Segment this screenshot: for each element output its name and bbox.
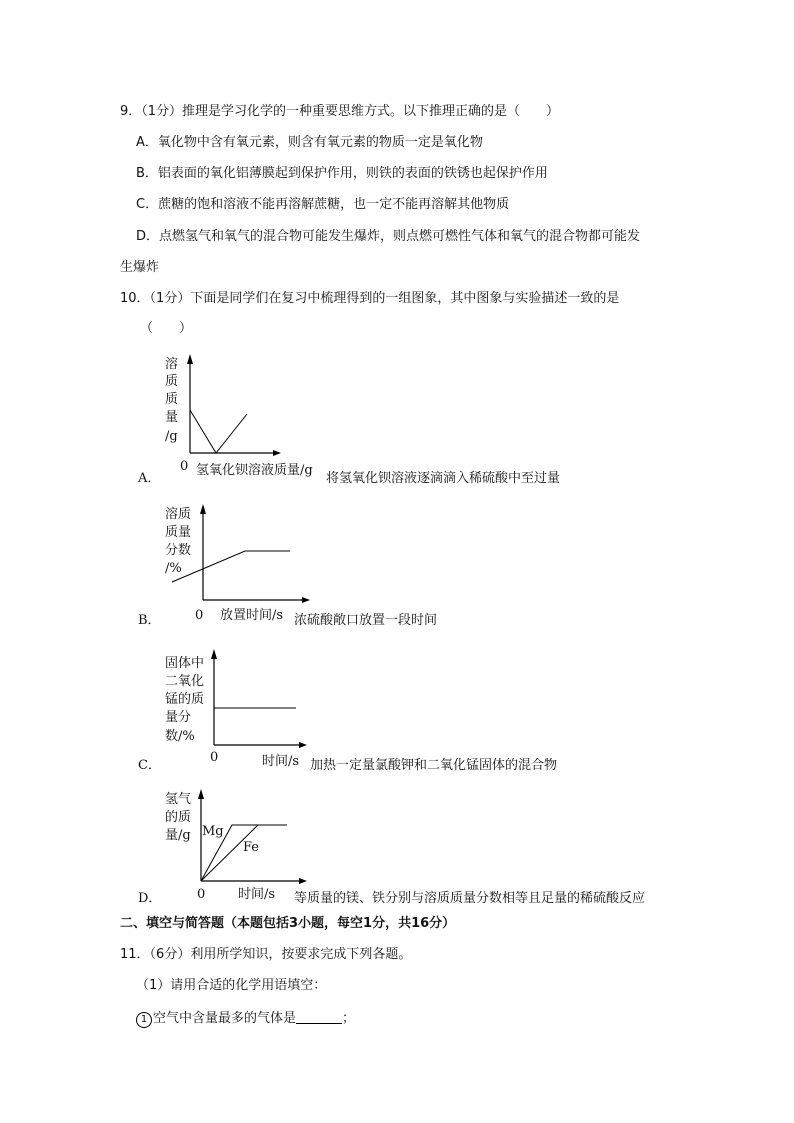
graph-c-ylabel-1: 固体中 [165,656,205,671]
q9-stem: 9．（1分）推理是学习化学的一种重要思维方式。以下推理正确的是（ ） [120,104,560,119]
q9-option-a: A．氧化物中含有氧元素，则含有氧元素的物质一定是氧化物 [136,135,483,150]
graph-b-desc: 浓硫酸敞口放置一段时间 [294,613,438,628]
q11-item1-end: ； [342,1011,356,1026]
graph-a-ylabel-4: 量 [165,410,179,425]
graph-d-y-arrow [198,789,204,799]
graph-a [130,350,590,490]
graph-c-ylabel-3: 锰的质 [165,692,205,707]
graph-a-ylabel-3: 质 [165,392,179,407]
graph-a-ylabel-2: 质 [165,374,179,389]
q10-stem-cont: （ ） [140,321,193,336]
graph-c-letter: C． [138,758,161,773]
q11-stem: 11．（6分）利用所学知识，按要求完成下列各题。 [120,947,412,962]
graph-c-ylabel-2: 二氧化 [165,674,205,689]
graph-b-ylabel-1: 溶质 [165,507,192,522]
graph-a-desc: 将氢氧化钡溶液逐滴滴入稀硫酸中至过量 [326,471,561,486]
graph-c-origin: 0 [210,750,219,765]
graph-a-xlabel: 氢氧化钡溶液质量/g [196,463,313,478]
graph-c [130,645,610,775]
graph-c-x-arrow [299,742,307,748]
graph-b-origin: 0 [195,608,204,623]
graph-d-xlabel: 时间/s [238,887,276,902]
graph-b-xlabel: 放置时间/s [220,608,284,623]
q11-item1 [136,1009,355,1028]
graph-d [130,785,690,910]
graph-c-ylabel-5: 数/% [165,729,195,744]
answer-blank[interactable] [296,1009,342,1024]
graph-d-ylabel-1: 氢气 [165,792,192,807]
graph-c-desc: 加热一定量氯酸钾和二氧化锰固体的混合物 [310,758,558,773]
graph-b-ylabel-3: 分数 [165,543,192,558]
graph-b-y-arrow [200,504,206,514]
graph-a-curve [190,410,247,453]
graph-a-ylabel-1: 溶 [165,357,179,372]
q9-option-d: D．点燃氢气和氧气的混合物可能发生爆炸，则点燃可燃性气体和氧气的混合物都可能发 [136,229,641,244]
graph-d-x-arrow [299,878,307,884]
graph-c-xlabel: 时间/s [262,754,300,769]
graph-b-x-arrow [302,597,310,603]
graph-d-ylabel-2: 的质 [165,810,192,825]
graph-a-letter: A． [138,471,161,486]
graph-b-ylabel-2: 质量 [165,525,192,540]
q11-item1-text: 空气中含量最多的气体是 [153,1011,297,1026]
graph-d-letter: D． [138,891,162,906]
graph-d-label-mg: Mg [202,824,224,839]
q9-option-d-cont: 生爆炸 [120,260,160,275]
q9-option-b: B．铝表面的氧化铝薄膜起到保护作用，则铁的表面的铁锈也起保护作用 [136,166,548,181]
graph-a-ylabel-5: /g [165,429,178,444]
graph-d-label-fe: Fe [243,840,260,855]
graph-b [130,500,590,630]
q9-option-c: C．蔗糖的饱和溶液不能再溶解蔗糖，也一定不能再溶解其他物质 [136,197,510,212]
graph-d-origin: 0 [197,887,206,902]
q10-stem: 10．（1分）下面是同学们在复习中梳理得到的一组图象，其中图象与实验描述一致的是 [120,291,620,306]
graph-b-ylabel-4: /% [165,561,182,576]
section2-title: 二、填空与简答题（本题包括3小题，每空1分，共16分） [120,916,456,931]
graph-a-x-arrow [273,450,281,456]
circled-number: 1 [136,1012,152,1028]
graph-c-y-arrow [211,649,217,659]
q11-sub1: （1）请用合适的化学用语填空： [136,978,327,993]
graph-b-letter: B． [138,613,161,628]
graph-d-ylabel-3: 量/g [165,828,191,843]
graph-a-origin: 0 [180,459,189,474]
graph-d-desc: 等质量的镁、铁分别与溶质质量分数相等且足量的稀硫酸反应 [294,891,646,906]
graph-a-y-arrow [187,354,193,364]
graph-c-ylabel-4: 量分 [165,710,192,725]
